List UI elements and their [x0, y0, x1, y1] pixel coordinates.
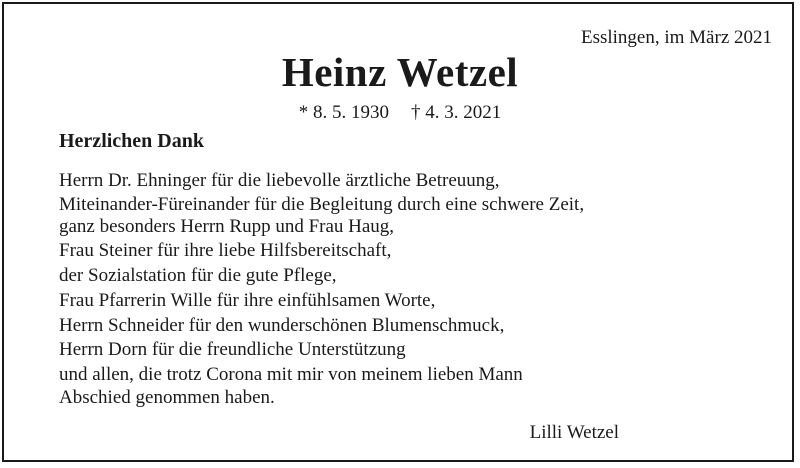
thanks-line: Frau Steiner für ihre liebe Hilfsbereitschaft,: [59, 240, 392, 261]
thanks-line: Frau Pfarrerin Wille für ihre einfühlsamen Worte,: [59, 290, 436, 311]
birth-date: * 8. 5. 1930: [298, 102, 389, 123]
thanks-line: Herrn Dorn für die freundliche Unterstützung: [59, 339, 406, 360]
thanks-line: Herrn Dr. Ehninger für die liebevolle ärztliche Betreuung,: [59, 170, 500, 191]
thanks-line: ganz besonders Herrn Rupp und Frau Haug,: [59, 216, 395, 237]
place-and-date: Esslingen, im März 2021: [580, 27, 772, 48]
thanks-line: Miteinander-Füreinander für die Begleitung durch eine schwere Zeit,: [59, 194, 585, 215]
signature: Lilli Wetzel: [529, 422, 619, 443]
thanks-line: Herrn Schneider für den wunderschönen Blumenschmuck,: [59, 315, 505, 336]
death-date: † 4. 3. 2021: [411, 102, 502, 123]
thanks-heading: Herzlichen Dank: [59, 130, 204, 152]
thanks-line: der Sozialstation für die gute Pflege,: [59, 265, 337, 286]
thanks-line: Abschied genommen haben.: [59, 387, 275, 408]
deceased-name: Heinz Wetzel: [281, 49, 519, 95]
life-dates: [0, 102, 800, 124]
thanks-line: und allen, die trotz Corona mit mir von meinem lieben Mann: [59, 364, 523, 385]
